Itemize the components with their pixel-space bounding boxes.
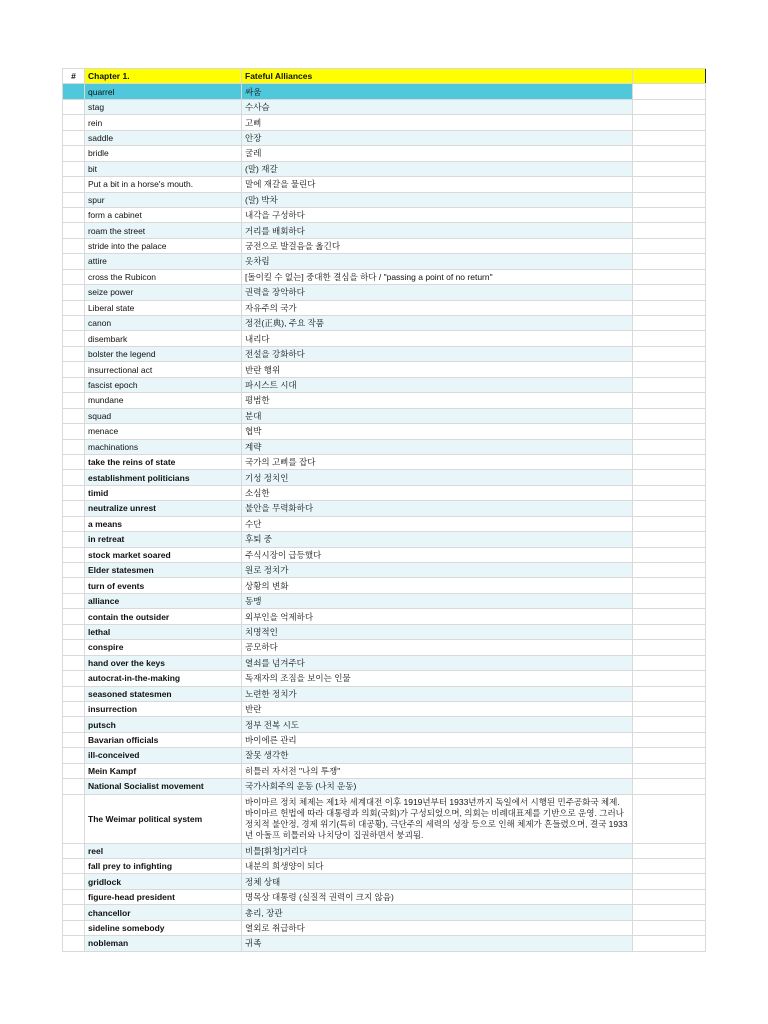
meaning-cell[interactable]: 후퇴 중 [242,532,633,547]
meaning-cell[interactable]: 귀족 [242,936,633,951]
meaning-cell[interactable]: [돌이킬 수 없는] 중대한 결심을 하다 / "passing a point of no return" [242,269,633,284]
table-row [63,177,706,192]
word-cell[interactable]: cross the Rubicon [85,269,242,284]
table-row [63,516,706,531]
meaning-cell[interactable]: 치명적인 [242,624,633,639]
table-row [63,454,706,469]
meaning-cell[interactable]: 정전(正典), 주요 작품 [242,316,633,331]
word-cell[interactable]: bit [85,161,242,176]
word-cell[interactable]: attire [85,254,242,269]
row-number-cell[interactable] [63,161,85,176]
row-number-cell[interactable] [63,843,85,858]
meaning-cell[interactable]: 국가의 고삐를 잡다 [242,454,633,469]
word-cell[interactable]: The Weimar political system [85,794,242,843]
word-cell[interactable]: lethal [85,624,242,639]
empty-cell[interactable] [633,516,706,531]
table-row [63,269,706,284]
row-number-cell[interactable] [63,593,85,608]
vocabulary-spreadsheet [62,68,706,952]
table-row [63,408,706,423]
table-row [63,532,706,547]
row-number-cell[interactable] [63,748,85,763]
meaning-cell[interactable]: 고삐 [242,115,633,130]
row-number-cell[interactable] [63,640,85,655]
table-row [63,300,706,315]
row-number-cell[interactable] [63,874,85,889]
row-number-cell[interactable] [63,920,85,935]
table-row [63,285,706,300]
word-cell[interactable]: hand over the keys [85,655,242,670]
row-number-cell[interactable] [63,84,85,99]
empty-cell[interactable] [633,874,706,889]
word-cell[interactable]: mundane [85,393,242,408]
empty-cell[interactable] [633,269,706,284]
table-row [63,686,706,701]
meaning-cell[interactable]: 원로 정치가 [242,563,633,578]
row-number-cell[interactable] [63,701,85,716]
empty-cell[interactable] [633,717,706,732]
table-row [63,424,706,439]
table-row [63,609,706,624]
word-cell[interactable]: Bavarian officials [85,732,242,747]
meaning-cell[interactable]: 옷차림 [242,254,633,269]
table-row [63,439,706,454]
meaning-cell[interactable]: (말) 박차 [242,192,633,207]
word-cell[interactable]: menace [85,424,242,439]
table-row [63,470,706,485]
row-number-cell[interactable] [63,485,85,500]
row-number-cell[interactable] [63,563,85,578]
empty-cell[interactable] [633,346,706,361]
word-cell[interactable]: insurrection [85,701,242,716]
meaning-cell[interactable]: 비틀[휘청]거리다 [242,843,633,858]
word-cell[interactable]: take the reins of state [85,454,242,469]
meaning-cell[interactable]: 불안을 무력화하다 [242,501,633,516]
row-number-cell[interactable] [63,470,85,485]
word-cell[interactable]: spur [85,192,242,207]
empty-cell[interactable] [633,300,706,315]
header-row [63,69,706,84]
table-row [63,362,706,377]
meaning-cell[interactable]: 정부 전복 시도 [242,717,633,732]
row-number-cell[interactable] [63,115,85,130]
meaning-cell[interactable]: 외부인을 억제하다 [242,609,633,624]
row-number-cell[interactable] [63,655,85,670]
chapter-header-cell[interactable]: Chapter 1. [85,69,242,84]
table-row [63,115,706,130]
row-number-cell[interactable] [63,717,85,732]
meaning-cell[interactable]: 노련한 정치가 [242,686,633,701]
word-cell[interactable]: fall prey to infighting [85,859,242,874]
empty-cell[interactable] [633,238,706,253]
row-number-cell[interactable] [63,393,85,408]
table-row [63,701,706,716]
row-number-cell[interactable] [63,609,85,624]
empty-cell[interactable] [633,920,706,935]
row-number-header[interactable]: # [63,69,85,84]
table-row [63,578,706,593]
word-cell[interactable]: ill-conceived [85,748,242,763]
empty-cell[interactable] [633,640,706,655]
empty-cell[interactable] [633,177,706,192]
table-row [63,779,706,794]
meaning-cell[interactable]: 동맹 [242,593,633,608]
word-cell[interactable]: Put a bit in a horse's mouth. [85,177,242,192]
row-number-cell[interactable] [63,424,85,439]
word-cell[interactable]: form a cabinet [85,207,242,222]
table-row [63,763,706,778]
table-row [63,936,706,951]
table-row [63,223,706,238]
empty-cell[interactable] [633,192,706,207]
word-cell[interactable]: insurrectional act [85,362,242,377]
table-row [63,84,706,99]
table-row [63,485,706,500]
meaning-cell[interactable]: 기성 정치인 [242,470,633,485]
meaning-cell[interactable]: 권력을 장악하다 [242,285,633,300]
table-row [63,146,706,161]
title-header-cell[interactable]: Fateful Alliances [242,69,633,84]
row-number-cell[interactable] [63,331,85,346]
empty-cell[interactable] [633,115,706,130]
word-cell[interactable]: Liberal state [85,300,242,315]
word-cell[interactable]: chancellor [85,905,242,920]
empty-cell[interactable] [633,285,706,300]
word-cell[interactable]: stag [85,99,242,114]
empty-cell[interactable] [633,794,706,843]
word-cell[interactable]: stock market soared [85,547,242,562]
table-row [63,161,706,176]
meaning-cell[interactable]: 주식시장이 급등했다 [242,547,633,562]
empty-cell[interactable] [633,223,706,238]
row-number-cell[interactable] [63,316,85,331]
table-row [63,254,706,269]
empty-cell[interactable] [633,130,706,145]
row-number-cell[interactable] [63,671,85,686]
word-cell[interactable]: stride into the palace [85,238,242,253]
table-row [63,393,706,408]
word-cell[interactable]: disembark [85,331,242,346]
empty-cell[interactable] [633,578,706,593]
word-cell[interactable]: establishment politicians [85,470,242,485]
word-cell[interactable]: gridlock [85,874,242,889]
meaning-cell[interactable]: 분대 [242,408,633,423]
empty-cell[interactable] [633,532,706,547]
table-row [63,563,706,578]
meaning-cell[interactable]: 정체 상태 [242,874,633,889]
empty-cell[interactable] [633,593,706,608]
empty-cell[interactable] [633,254,706,269]
row-number-cell[interactable] [63,285,85,300]
empty-cell[interactable] [633,563,706,578]
word-cell[interactable]: in retreat [85,532,242,547]
empty-cell[interactable] [633,779,706,794]
meaning-cell[interactable]: 자유주의 국가 [242,300,633,315]
row-number-cell[interactable] [63,763,85,778]
row-number-cell[interactable] [63,408,85,423]
table-row [63,732,706,747]
empty-cell[interactable] [633,454,706,469]
word-cell[interactable]: seasoned statesmen [85,686,242,701]
row-number-cell[interactable] [63,130,85,145]
meaning-cell[interactable]: 전설을 강화하다 [242,346,633,361]
row-number-cell[interactable] [63,516,85,531]
word-cell[interactable]: alliance [85,593,242,608]
empty-cell[interactable] [633,439,706,454]
empty-cell[interactable] [633,889,706,904]
empty-cell[interactable] [633,393,706,408]
table-row [63,316,706,331]
row-number-cell[interactable] [63,501,85,516]
word-cell[interactable]: sideline somebody [85,920,242,935]
word-cell[interactable]: figure-head president [85,889,242,904]
meaning-cell[interactable]: 내분의 희생양이 되다 [242,859,633,874]
meaning-cell[interactable]: 잘못 생각한 [242,748,633,763]
table-row [63,671,706,686]
word-cell[interactable]: quarrel [85,84,242,99]
word-cell[interactable]: machinations [85,439,242,454]
row-number-cell[interactable] [63,269,85,284]
meaning-cell[interactable]: 국가사회주의 운동 (나치 운동) [242,779,633,794]
row-number-cell[interactable] [63,254,85,269]
empty-cell[interactable] [633,843,706,858]
empty-cell[interactable] [633,377,706,392]
word-cell[interactable]: reel [85,843,242,858]
word-cell[interactable]: contain the outsider [85,609,242,624]
meaning-cell[interactable]: 수사슴 [242,99,633,114]
table-row [63,624,706,639]
table-row [63,593,706,608]
meaning-cell[interactable]: 싸움 [242,84,633,99]
empty-cell[interactable] [633,655,706,670]
word-cell[interactable]: rein [85,115,242,130]
meaning-cell[interactable]: 히틀러 자서전 "나의 투쟁" [242,763,633,778]
row-number-cell[interactable] [63,889,85,904]
empty-cell[interactable] [633,331,706,346]
word-cell[interactable]: seize power [85,285,242,300]
empty-cell[interactable] [633,547,706,562]
row-number-cell[interactable] [63,439,85,454]
meaning-cell[interactable]: 총리, 장관 [242,905,633,920]
table-row [63,207,706,222]
meaning-cell[interactable]: 안장 [242,130,633,145]
word-cell[interactable]: Mein Kampf [85,763,242,778]
meaning-cell[interactable]: 협박 [242,424,633,439]
table-row [63,843,706,858]
row-number-cell[interactable] [63,732,85,747]
table-row [63,377,706,392]
empty-cell[interactable] [633,470,706,485]
meaning-cell[interactable]: 바이마르 정치 체제는 제1차 세계대전 이후 1919년부터 1933년까지 독일에서 시행된 민주공화국 체제. 바이마르 헌법에 따라 대통령과 의회(국회)가 구성되었으며, 의회는 비례대표제를 기반으로 운영. 그러나 정치적 불안정, 경제 위기(특히 대공황), 극단주의 세력의 성장 등으로 인해 체제가 흔들렸으며, 결국 1933년 아돌프 히틀러와 나치당이 집권하면서 붕괴됨. [242,794,633,843]
row-number-cell[interactable] [63,454,85,469]
word-cell[interactable]: putsch [85,717,242,732]
row-number-cell[interactable] [63,346,85,361]
table-row [63,331,706,346]
row-number-cell[interactable] [63,578,85,593]
table-row [63,859,706,874]
empty-cell[interactable] [633,362,706,377]
meaning-cell[interactable]: 명목상 대통령 (실질적 권력이 크지 않음) [242,889,633,904]
row-number-cell[interactable] [63,192,85,207]
row-number-cell[interactable] [63,686,85,701]
empty-cell[interactable] [633,763,706,778]
word-cell[interactable]: conspire [85,640,242,655]
meaning-cell[interactable]: 반란 행위 [242,362,633,377]
word-cell[interactable]: squad [85,408,242,423]
row-number-cell[interactable] [63,547,85,562]
meaning-cell[interactable]: 독재자의 조짐을 보이는 인물 [242,671,633,686]
word-cell[interactable]: fascist epoch [85,377,242,392]
empty-cell[interactable] [633,485,706,500]
meaning-cell[interactable]: 내각을 구성하다 [242,207,633,222]
empty-cell[interactable] [633,732,706,747]
meaning-cell[interactable]: 말에 재갈을 물린다 [242,177,633,192]
meaning-cell[interactable]: 열외로 취급하다 [242,920,633,935]
word-cell[interactable]: National Socialist movement [85,779,242,794]
word-cell[interactable]: canon [85,316,242,331]
word-cell[interactable]: timid [85,485,242,500]
row-number-cell[interactable] [63,779,85,794]
row-number-cell[interactable] [63,794,85,843]
meaning-cell[interactable]: 궁전으로 발걸음을 옮긴다 [242,238,633,253]
table-row [63,192,706,207]
word-cell[interactable]: autocrat-in-the-making [85,671,242,686]
empty-cell[interactable] [633,501,706,516]
empty-cell[interactable] [633,408,706,423]
meaning-cell[interactable]: (말) 재갈 [242,161,633,176]
word-cell[interactable]: neutralize unrest [85,501,242,516]
empty-cell[interactable] [633,748,706,763]
word-cell[interactable]: nobleman [85,936,242,951]
meaning-cell[interactable]: 거리를 배회하다 [242,223,633,238]
row-number-cell[interactable] [63,177,85,192]
empty-cell[interactable] [633,84,706,99]
empty-cell[interactable] [633,69,706,84]
row-number-cell[interactable] [63,362,85,377]
empty-cell[interactable] [633,316,706,331]
empty-cell[interactable] [633,936,706,951]
row-number-cell[interactable] [63,223,85,238]
meaning-cell[interactable]: 평범한 [242,393,633,408]
empty-cell[interactable] [633,624,706,639]
table-row [63,905,706,920]
meaning-cell[interactable]: 수단 [242,516,633,531]
row-number-cell[interactable] [63,207,85,222]
word-cell[interactable]: Elder statesmen [85,563,242,578]
row-number-cell[interactable] [63,532,85,547]
meaning-cell[interactable]: 바이에른 관리 [242,732,633,747]
empty-cell[interactable] [633,905,706,920]
empty-cell[interactable] [633,701,706,716]
row-number-cell[interactable] [63,99,85,114]
word-cell[interactable]: turn of events [85,578,242,593]
table-row [63,920,706,935]
word-cell[interactable]: roam the street [85,223,242,238]
row-number-cell[interactable] [63,300,85,315]
meaning-cell[interactable]: 소심한 [242,485,633,500]
table-row [63,346,706,361]
meaning-cell[interactable]: 공모하다 [242,640,633,655]
meaning-cell[interactable]: 반란 [242,701,633,716]
row-number-cell[interactable] [63,377,85,392]
meaning-cell[interactable]: 내리다 [242,331,633,346]
empty-cell[interactable] [633,686,706,701]
word-cell[interactable]: bridle [85,146,242,161]
table-row [63,547,706,562]
table-row [63,130,706,145]
meaning-cell[interactable]: 계략 [242,439,633,454]
text-cursor [705,69,706,83]
table-row [63,99,706,114]
row-number-cell[interactable] [63,146,85,161]
word-cell[interactable]: a means [85,516,242,531]
empty-cell[interactable] [633,146,706,161]
word-cell[interactable]: bolster the legend [85,346,242,361]
meaning-cell[interactable]: 열쇠를 넘겨주다 [242,655,633,670]
table-row [63,501,706,516]
meaning-cell[interactable]: 파시스트 시대 [242,377,633,392]
table-row [63,889,706,904]
empty-cell[interactable] [633,671,706,686]
table-row [63,874,706,889]
row-number-cell[interactable] [63,905,85,920]
row-number-cell[interactable] [63,624,85,639]
empty-cell[interactable] [633,99,706,114]
empty-cell[interactable] [633,859,706,874]
table-row [63,655,706,670]
row-number-cell[interactable] [63,238,85,253]
table-row [63,717,706,732]
row-number-cell[interactable] [63,859,85,874]
meaning-cell[interactable]: 굴레 [242,146,633,161]
meaning-cell[interactable]: 상황의 변화 [242,578,633,593]
table-row [63,640,706,655]
empty-cell[interactable] [633,609,706,624]
empty-cell[interactable] [633,161,706,176]
table-row [63,794,706,843]
empty-cell[interactable] [633,207,706,222]
empty-cell[interactable] [633,424,706,439]
row-number-cell[interactable] [63,936,85,951]
table-row [63,748,706,763]
table-row [63,238,706,253]
word-cell[interactable]: saddle [85,130,242,145]
